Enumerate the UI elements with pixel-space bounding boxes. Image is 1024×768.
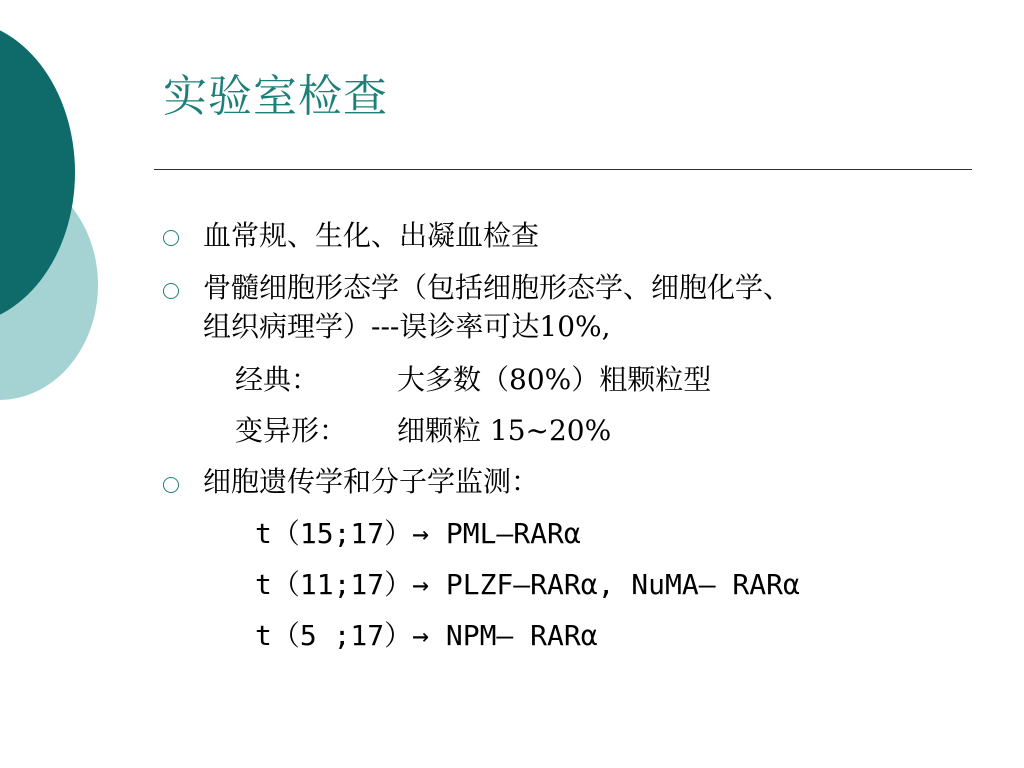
bullet-circle-icon <box>163 477 179 493</box>
bullet-text: 血常规、生化、出凝血检查 <box>203 219 540 252</box>
bullet-text: 细胞遗传学和分子学监测： <box>203 465 540 498</box>
bullet-text-continuation: 组织病理学）---误诊率可达10%, <box>203 310 611 343</box>
morphology-value: 大多数（80%）粗颗粒型 <box>397 363 712 396</box>
morphology-label: 变异形： <box>235 414 348 447</box>
bullet-circle-icon <box>163 230 179 246</box>
bullet-circle-icon <box>163 283 179 299</box>
translocation-line: t（5 ;17）→ NPM— RARα <box>255 619 598 652</box>
bullet-text: 骨髓细胞形态学（包括细胞形态学、细胞化学、 <box>203 271 792 304</box>
translocation-line: t（15;17）→ PML—RARα <box>255 517 581 550</box>
slide-title: 实验室检查 <box>163 71 388 122</box>
morphology-value: 细颗粒 15~20% <box>397 414 612 447</box>
translocation-line: t（11;17）→ PLZF—RARα, NuMA– RARα <box>255 568 800 601</box>
morphology-label: 经典： <box>235 363 320 396</box>
